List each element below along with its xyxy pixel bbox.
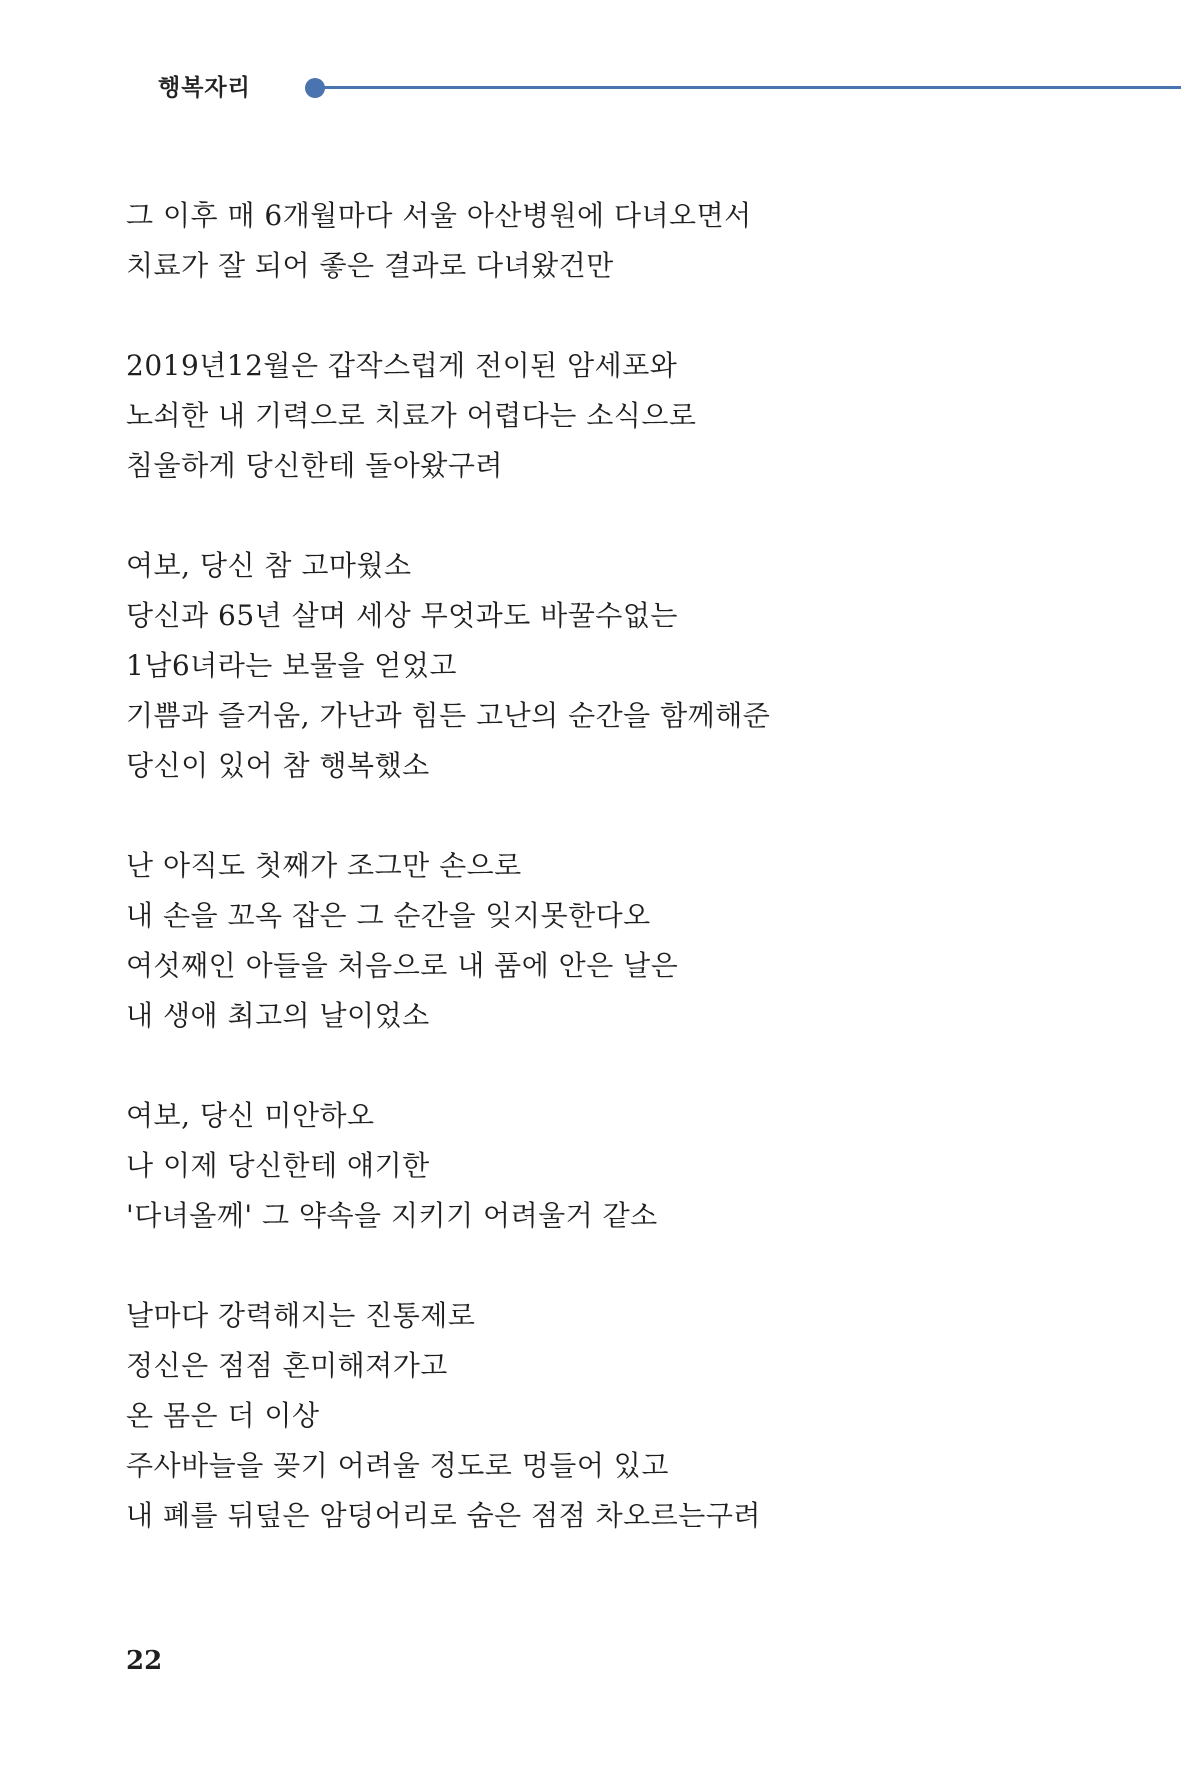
poem-line: 그 이후 매 6개월마다 서울 아산병원에 다녀오면서 <box>126 199 752 232</box>
poem-line: 나 이제 당신한테 얘기한 <box>126 1149 430 1182</box>
stanza <box>126 191 1106 291</box>
header-title: 행복자리 <box>158 75 251 101</box>
stanza <box>126 1291 1106 1541</box>
poem-line: 여보, 당신 참 고마웠소 <box>126 549 412 582</box>
poem-line: 내 폐를 뒤덮은 암덩어리로 숨은 점점 차오르는구려 <box>126 1499 761 1532</box>
page-number: 22 <box>126 1646 163 1676</box>
poem-line: 여섯째인 아들을 처음으로 내 품에 안은 날은 <box>126 949 679 982</box>
stanza <box>126 841 1106 1041</box>
poem-line: 1남6녀라는 보물을 얻었고 <box>126 649 457 682</box>
poem-line: 날마다 강력해지는 진통제로 <box>126 1299 476 1332</box>
stanza <box>126 1091 1106 1241</box>
running-header <box>0 70 1181 106</box>
poem-line: 치료가 잘 되어 좋은 결과로 다녀왔건만 <box>126 249 614 282</box>
poem-line: 기쁨과 즐거움, 가난과 힘든 고난의 순간을 함께해준 <box>126 699 771 732</box>
poem-line: 난 아직도 첫째가 조그만 손으로 <box>126 849 522 882</box>
poem-body <box>126 191 1106 1591</box>
poem-line: 내 손을 꼬옥 잡은 그 순간을 잊지못한다오 <box>126 899 651 932</box>
poem-line: '다녀올께' 그 약속을 지키기 어려울거 같소 <box>126 1199 658 1232</box>
poem-line: 온 몸은 더 이상 <box>126 1399 320 1432</box>
poem-line: 침울하게 당신한테 돌아왔구려 <box>126 449 503 482</box>
poem-line: 내 생애 최고의 날이었소 <box>126 999 430 1032</box>
poem-line: 2019년12월은 갑작스럽게 전이된 암세포와 <box>126 349 678 382</box>
poem-line: 노쇠한 내 기력으로 치료가 어렵다는 소식으로 <box>126 399 697 432</box>
poem-line: 당신이 있어 참 행복했소 <box>126 749 430 782</box>
header-rule <box>320 86 1181 89</box>
poem-line: 여보, 당신 미안하오 <box>126 1099 375 1132</box>
stanza <box>126 541 1106 791</box>
poem-line: 정신은 점점 혼미해져가고 <box>126 1349 448 1382</box>
header-dot-icon <box>305 78 325 98</box>
poem-line: 당신과 65년 살며 세상 무엇과도 바꿀수없는 <box>126 599 678 632</box>
poem-line: 주사바늘을 꽂기 어려울 정도로 멍들어 있고 <box>126 1449 669 1482</box>
stanza <box>126 341 1106 491</box>
